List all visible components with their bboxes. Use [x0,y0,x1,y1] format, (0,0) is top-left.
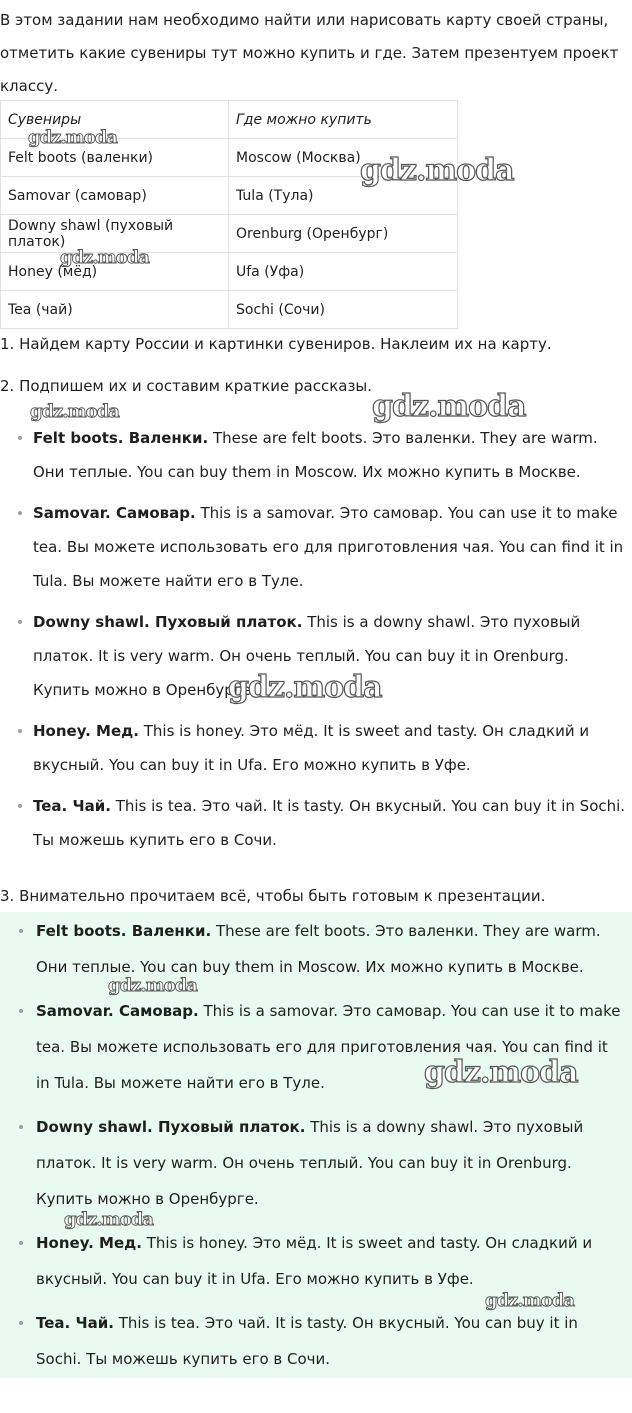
presentation-story-list [0,913,632,1385]
item-text: These are felt boots. Это валенки. They are warm. Они теплые. You can buy them in Moscow. Их можно купить в Москве. [36,922,601,976]
table-row [1,177,458,215]
souvenir-table [0,100,458,329]
watermark: gdz.moda [108,975,197,996]
watermark: gdz.moda [60,247,149,268]
step-2: 2. Подпишем их и составим краткие рассказы. [0,377,373,395]
table-row [1,139,458,177]
item-text: This is a downy shawl. Это пуховый платок. It is very warm. Он очень теплый. You can buy it in Orenburg. Купить можно в Оренбурге. [33,613,581,699]
column-header-where-to-buy: Где можно купить [229,101,458,139]
column-header-souvenirs: Сувениры [1,101,229,139]
table-cell-place: Ufa (Уфа) [229,253,458,291]
item-title: Samovar. Самовар. [33,504,196,522]
item-text: This is a downy shawl. Это пуховый платок. It is very warm. Он очень теплый. You can buy it in Orenburg. Купить можно в Оренбурге. [36,1118,584,1208]
list-item [36,1109,632,1217]
watermark: gdz.moda [28,127,117,148]
item-title: Tea. Чай. [36,1314,114,1332]
watermark: gdz.moda [360,153,514,188]
watermark: gdz.moda [30,401,119,422]
item-title: Felt boots. Валенки. [36,922,212,940]
item-title: Felt boots. Валенки. [33,429,209,447]
item-title: Tea. Чай. [33,797,111,815]
table-cell-souvenir: Felt boots (валенки) [1,139,229,177]
item-text: This is honey. Это мёд. It is sweet and tasty. Он сладкий и вкусный. You can buy it in Ufa. Его можно купить в Уфе. [33,722,590,774]
table-row [1,291,458,329]
list-item [33,496,632,598]
step-3: 3. Внимательно прочитаем всё, чтобы быть готовым к презентации. [0,887,546,905]
watermark: gdz.moda [372,389,526,424]
item-title: Honey. Мед. [36,1234,142,1252]
table-row [1,215,458,253]
item-text: These are felt boots. Это валенки. They are warm. Они теплые. You can buy them in Moscow. Их можно купить в Москве. [33,429,598,481]
list-item [36,1305,632,1377]
table-cell-place: Sochi (Сочи) [229,291,458,329]
list-item [33,714,632,782]
table-cell-souvenir: Samovar (самовар) [1,177,229,215]
table-cell-souvenir: Tea (чай) [1,291,229,329]
table-cell-place: Tula (Тула) [229,177,458,215]
item-text: This is tea. Это чай. It is tasty. Он вкусный. You can buy it in Sochi. Ты можешь купить его в Сочи. [36,1314,578,1368]
table-row [1,253,458,291]
watermark: gdz.moda [485,1290,574,1311]
list-item [36,993,632,1101]
table-header-row [1,101,458,139]
list-item [36,1225,632,1297]
table-cell-souvenir: Honey (мёд) [1,253,229,291]
item-title: Downy shawl. Пуховый платок. [33,613,303,631]
item-text: This is a samovar. Это самовар. You can use it to make tea. Вы можете использовать его для приготовления чая. You can find it in Tula. Вы можете найти его в Туле. [33,504,624,590]
step-1: 1. Найдем карту России и картинки сувениров. Наклеим их на карту. [0,335,552,353]
item-title: Downy shawl. Пуховый платок. [36,1118,306,1136]
item-text: This is tea. Это чай. It is tasty. Он вкусный. You can buy it in Sochi. Ты можешь купить его в Сочи. [33,797,626,849]
table-cell-souvenir: Downy shawl (пуховый платок) [1,215,229,253]
table-cell-place: Orenburg (Оренбург) [229,215,458,253]
table-cell-place: Moscow (Москва) [229,139,458,177]
item-text: This is a samovar. Это самовар. You can use it to make tea. Вы можете использовать его для приготовления чая. You can find it in Tula. Вы можете найти его в Туле. [36,1002,621,1092]
list-item [33,605,632,707]
list-item [33,421,632,489]
souvenir-story-list [0,421,632,864]
watermark: gdz.moda [424,1055,578,1090]
intro-paragraph: В этом задании нам необходимо найти или нарисовать карту своей страны, отметить какие сувениры тут можно купить и где. Затем презентуем проект классу. [0,11,619,95]
item-text: This is honey. Это мёд. It is sweet and tasty. Он сладкий и вкусный. You can buy it in Ufa. Его можно купить в Уфе. [36,1234,593,1288]
item-title: Honey. Мед. [33,722,139,740]
watermark: gdz.moda [228,670,382,705]
watermark: gdz.moda [64,1209,153,1230]
list-item [33,789,632,857]
item-title: Samovar. Самовар. [36,1002,199,1020]
list-item [36,913,632,985]
